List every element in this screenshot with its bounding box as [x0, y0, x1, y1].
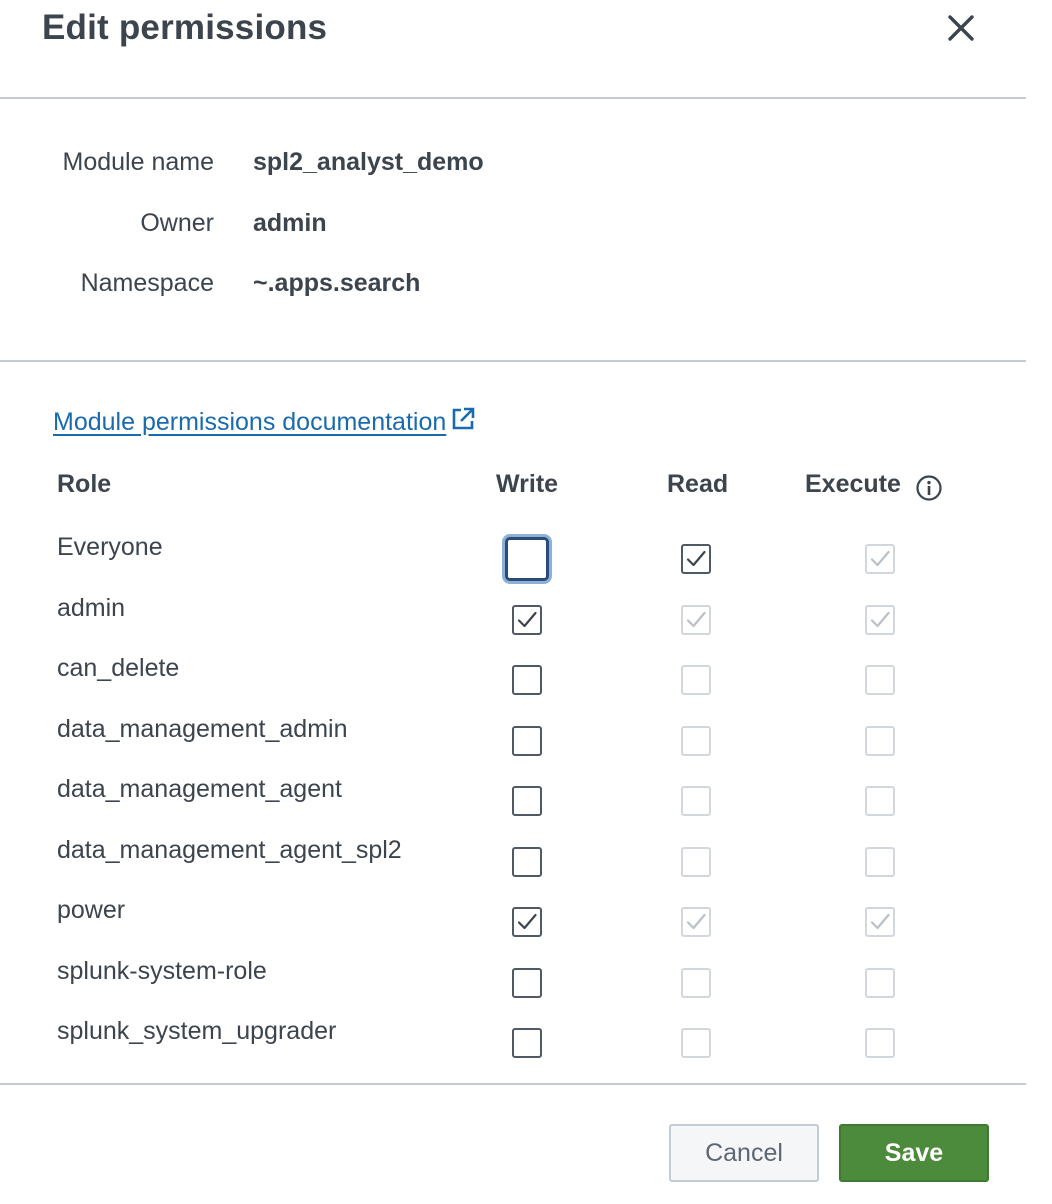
read-checkbox-data_management_agent_spl2 — [681, 847, 711, 877]
info-icon[interactable] — [915, 474, 943, 502]
execute-checkbox-admin — [865, 605, 895, 635]
checkmark-icon — [516, 911, 538, 933]
execute-checkbox-data_management_agent_spl2 — [865, 847, 895, 877]
read-checkbox-data_management_agent — [681, 786, 711, 816]
execute-checkbox-power — [865, 907, 895, 937]
write-checkbox-power[interactable] — [512, 907, 542, 937]
execute-checkbox-data_management_agent — [865, 786, 895, 816]
close-button[interactable] — [940, 8, 982, 48]
column-header-read: Read — [667, 470, 729, 498]
module-name-label: Module name — [62, 148, 214, 176]
read-checkbox-Everyone[interactable] — [681, 544, 711, 574]
checkmark-icon — [516, 609, 538, 631]
role-name: data_management_admin — [57, 715, 348, 743]
read-checkbox-data_management_admin — [681, 726, 711, 756]
execute-checkbox-Everyone — [865, 544, 895, 574]
write-checkbox-can_delete[interactable] — [512, 665, 542, 695]
namespace-value: ~.apps.search — [253, 269, 421, 297]
owner-label: Owner — [140, 209, 214, 237]
checkmark-icon — [685, 911, 707, 933]
external-link-icon — [450, 406, 476, 432]
checkmark-icon — [869, 911, 891, 933]
role-name: splunk_system_upgrader — [57, 1017, 337, 1045]
checkmark-icon — [685, 609, 707, 631]
column-header-role: Role — [57, 470, 112, 498]
module-permissions-docs-link[interactable] — [53, 408, 476, 437]
column-header-write: Write — [496, 470, 559, 498]
namespace-label: Namespace — [80, 269, 214, 297]
meta-divider — [0, 360, 1026, 362]
write-checkbox-data_management_admin[interactable] — [512, 726, 542, 756]
role-name: admin — [57, 594, 126, 622]
write-checkbox-splunk-system-role[interactable] — [512, 968, 542, 998]
dialog-title: Edit permissions — [42, 8, 328, 47]
read-checkbox-splunk_system_upgrader — [681, 1028, 711, 1058]
module-name-value: spl2_analyst_demo — [253, 148, 484, 176]
docs-link-label: Module permissions documentation — [53, 408, 447, 436]
execute-checkbox-data_management_admin — [865, 726, 895, 756]
execute-checkbox-splunk-system-role — [865, 968, 895, 998]
column-header-execute: Execute — [805, 470, 901, 498]
save-button[interactable]: Save — [839, 1124, 989, 1182]
role-name: Everyone — [57, 533, 163, 561]
cancel-button[interactable]: Cancel — [669, 1124, 819, 1182]
role-name: data_management_agent — [57, 775, 342, 803]
checkmark-icon — [869, 548, 891, 570]
read-checkbox-splunk-system-role — [681, 968, 711, 998]
role-name: can_delete — [57, 654, 180, 682]
execute-checkbox-can_delete — [865, 665, 895, 695]
role-name: splunk-system-role — [57, 957, 267, 985]
write-checkbox-Everyone[interactable] — [505, 537, 549, 581]
write-checkbox-splunk_system_upgrader[interactable] — [512, 1028, 542, 1058]
execute-checkbox-splunk_system_upgrader — [865, 1028, 895, 1058]
close-icon — [946, 13, 976, 43]
role-name: power — [57, 896, 126, 924]
role-name: data_management_agent_spl2 — [57, 836, 402, 864]
owner-value: admin — [253, 209, 327, 237]
read-checkbox-can_delete — [681, 665, 711, 695]
write-checkbox-data_management_agent_spl2[interactable] — [512, 847, 542, 877]
read-checkbox-admin — [681, 605, 711, 635]
write-checkbox-data_management_agent[interactable] — [512, 786, 542, 816]
header-divider — [0, 97, 1026, 99]
checkmark-icon — [685, 548, 707, 570]
write-checkbox-admin[interactable] — [512, 605, 542, 635]
footer-divider — [0, 1083, 1026, 1085]
read-checkbox-power — [681, 907, 711, 937]
checkmark-icon — [869, 609, 891, 631]
